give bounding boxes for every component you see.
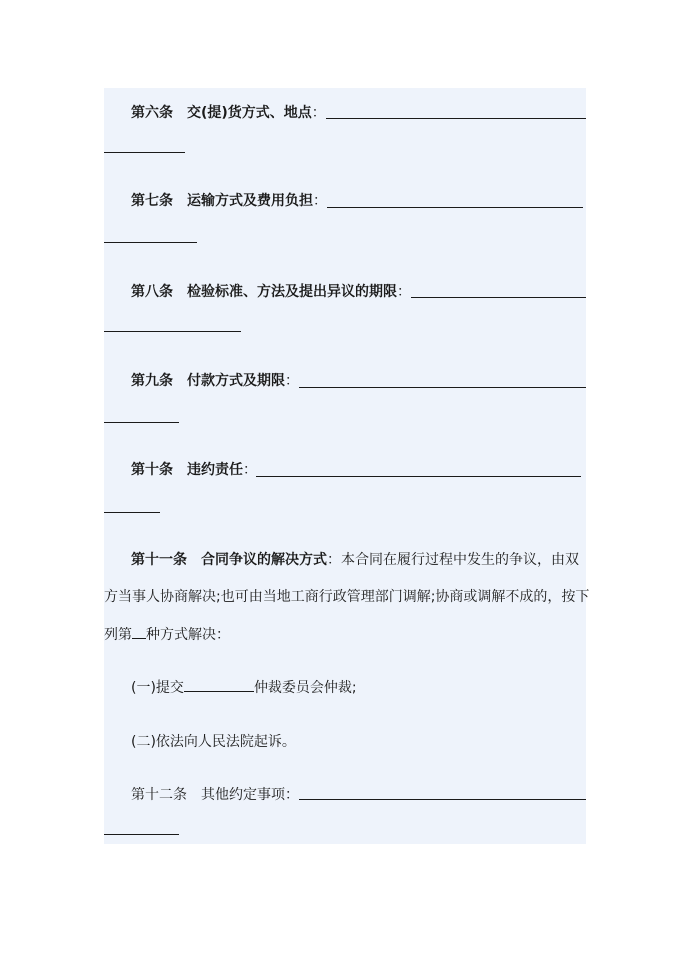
article-11-line-1	[131, 551, 579, 569]
article-9-blank-continuation[interactable]	[104, 422, 179, 423]
article-7	[131, 192, 327, 210]
article-8	[131, 283, 411, 301]
article-12-blank-continuation[interactable]	[104, 834, 179, 835]
article-6-colon: ：	[311, 105, 326, 121]
article-12	[131, 786, 299, 804]
article-6-title: 交(提)货方式、地点	[187, 105, 312, 121]
article-9-colon: ：	[285, 373, 299, 389]
article-11-text-1: 本合同在履行过程中发生的争议，由双	[341, 552, 579, 568]
article-11-choice-blank[interactable]	[132, 624, 146, 639]
option-1-text-b: 仲裁委员会仲裁;	[253, 680, 357, 696]
article-11-line-2	[104, 588, 589, 606]
article-10-number: 第十条	[131, 462, 173, 478]
article-7-blank-continuation[interactable]	[104, 242, 197, 243]
article-9-blank-line[interactable]	[299, 387, 586, 388]
article-8-colon: ：	[397, 284, 411, 300]
article-10	[131, 461, 257, 479]
article-11-option-1	[131, 677, 357, 697]
article-12-colon: ：	[285, 787, 299, 803]
article-11-line-3	[104, 624, 230, 644]
option-2-text: (二)依法向人民法院起诉。	[131, 734, 296, 750]
article-9	[131, 372, 299, 390]
article-10-blank-continuation[interactable]	[104, 512, 160, 513]
article-8-number: 第八条	[131, 284, 173, 300]
article-7-colon: ：	[313, 193, 327, 209]
article-11-option-2	[131, 733, 296, 751]
article-11-title: 合同争议的解决方式	[201, 552, 327, 568]
article-7-number: 第七条	[131, 193, 173, 209]
article-12-number: 第十二条	[131, 787, 187, 803]
article-9-title: 付款方式及期限	[187, 373, 285, 389]
article-6-number: 第六条	[131, 105, 173, 121]
article-8-blank-line[interactable]	[411, 297, 586, 298]
option-1-text-a: (一)提交	[131, 680, 184, 696]
article-11-colon: ：	[327, 552, 341, 568]
article-6	[131, 104, 326, 122]
article-7-blank-line[interactable]	[327, 207, 583, 208]
article-8-blank-continuation[interactable]	[104, 331, 241, 332]
arbitration-commission-blank[interactable]	[184, 677, 254, 692]
article-6-blank-line[interactable]	[326, 118, 586, 119]
article-12-title: 其他约定事项	[201, 787, 285, 803]
article-11-text-3a: 列第	[104, 627, 132, 643]
article-11-text-3b: 种方式解决：	[146, 627, 230, 643]
article-10-colon: ：	[243, 462, 257, 478]
article-9-number: 第九条	[131, 373, 173, 389]
article-7-title: 运输方式及费用负担	[187, 193, 313, 209]
article-11-text-2: 方当事人协商解决;也可由当地工商行政管理部门调解;协商或调解不成的，按下	[104, 589, 590, 605]
article-11-number: 第十一条	[131, 552, 187, 568]
article-10-title: 违约责任	[187, 462, 243, 478]
article-8-title: 检验标准、方法及提出异议的期限	[187, 284, 397, 300]
article-6-blank-continuation[interactable]	[104, 152, 185, 153]
article-10-blank-line[interactable]	[256, 476, 581, 477]
article-12-blank-line[interactable]	[299, 799, 586, 800]
